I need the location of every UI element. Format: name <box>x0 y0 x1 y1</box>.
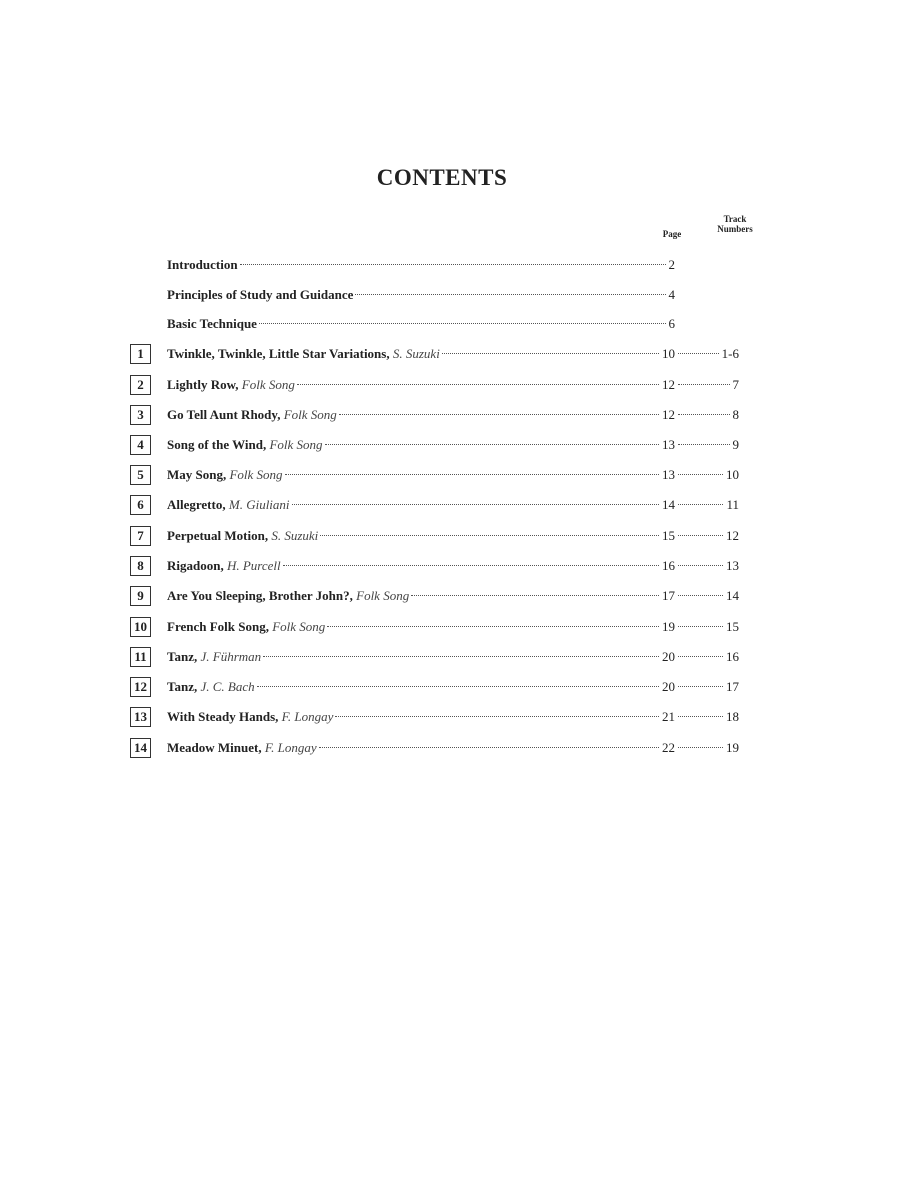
piece-composer: M. Giuliani <box>228 497 290 512</box>
piece-title: Lightly Row, <box>167 377 239 392</box>
dot-leader <box>335 716 659 717</box>
dot-leader <box>292 504 659 505</box>
toc-entry <box>167 707 675 727</box>
track-number: 15 <box>726 619 739 634</box>
dot-leader <box>263 656 659 657</box>
entry-page: 15 <box>662 528 675 543</box>
dot-leader <box>355 294 665 295</box>
entry-page: 19 <box>662 619 675 634</box>
entry-page: 12 <box>662 407 675 422</box>
page-title: CONTENTS <box>376 165 508 190</box>
piece-title: Tanz, <box>167 649 198 664</box>
piece-composer: F. Longay <box>281 709 334 724</box>
dot-leader <box>678 535 723 536</box>
track-number: 10 <box>726 467 739 482</box>
dot-leader <box>442 353 659 354</box>
toc-row-piece[interactable] <box>0 707 900 729</box>
dot-leader <box>257 686 659 687</box>
entry-page: 22 <box>662 740 675 755</box>
toc-row-piece[interactable] <box>0 465 900 487</box>
toc-row-piece[interactable] <box>0 435 900 457</box>
piece-composer: Folk Song <box>269 437 323 452</box>
toc-row-piece[interactable] <box>0 556 900 578</box>
track-number: 11 <box>726 497 739 512</box>
track-cell <box>675 465 739 485</box>
track-number: 18 <box>726 709 739 724</box>
track-number: 17 <box>726 679 739 694</box>
track-cell <box>675 495 739 515</box>
toc-entry <box>167 285 675 305</box>
piece-title: With Steady Hands, <box>167 709 279 724</box>
entry-page: 21 <box>662 709 675 724</box>
dot-leader <box>678 686 723 687</box>
track-cell <box>675 556 739 576</box>
dot-leader <box>678 384 730 385</box>
page-column-header: Page <box>662 229 682 239</box>
dot-leader <box>283 565 659 566</box>
track-cell <box>675 738 739 758</box>
track-number: 8 <box>732 407 739 422</box>
track-number: 19 <box>726 740 739 755</box>
entry-page: 13 <box>662 467 675 482</box>
toc-entry <box>167 344 675 364</box>
piece-number-box: 9 <box>130 586 151 606</box>
toc-row-piece[interactable] <box>0 344 900 366</box>
entry-page: 14 <box>662 497 675 512</box>
piece-composer: Folk Song <box>356 588 410 603</box>
toc-entry <box>167 435 675 455</box>
toc-entry <box>167 738 675 758</box>
track-cell <box>675 586 739 606</box>
track-number: 1-6 <box>721 346 739 361</box>
track-number: 12 <box>726 528 739 543</box>
piece-composer: Folk Song <box>229 467 283 482</box>
piece-number-box: 6 <box>130 495 151 515</box>
piece-composer: J. Führman <box>200 649 262 664</box>
toc-row-piece[interactable] <box>0 647 900 669</box>
dot-leader <box>678 504 723 505</box>
piece-composer: S. Suzuki <box>392 346 440 361</box>
dot-leader <box>240 264 666 265</box>
dot-leader <box>678 444 730 445</box>
track-cell <box>675 647 739 667</box>
piece-number-box: 7 <box>130 526 151 546</box>
toc-row-piece[interactable] <box>0 495 900 517</box>
toc-row-front[interactable] <box>0 285 900 307</box>
entry-page: 16 <box>662 558 675 573</box>
entry-page: 12 <box>662 377 675 392</box>
dot-leader <box>339 414 659 415</box>
track-header-line1: Track <box>723 214 747 224</box>
entry-page: 13 <box>662 437 675 452</box>
piece-title: Allegretto, <box>167 497 226 512</box>
dot-leader <box>678 656 723 657</box>
track-cell <box>675 405 739 425</box>
piece-number-box: 10 <box>130 617 151 637</box>
track-numbers-column-header <box>710 214 760 234</box>
toc-entry <box>167 647 675 667</box>
toc-entry <box>167 495 675 515</box>
dot-leader <box>320 535 659 536</box>
piece-composer: Folk Song <box>241 377 295 392</box>
piece-composer: Folk Song <box>283 407 337 422</box>
track-cell <box>675 375 739 395</box>
dot-leader <box>319 747 659 748</box>
piece-title: Rigadoon, <box>167 558 224 573</box>
toc-entry <box>167 526 675 546</box>
piece-composer: S. Suzuki <box>271 528 319 543</box>
track-cell <box>675 344 739 364</box>
piece-composer: Folk Song <box>272 619 326 634</box>
entry-page: 6 <box>668 316 675 331</box>
piece-number-box: 14 <box>130 738 151 758</box>
toc-row-piece[interactable] <box>0 375 900 397</box>
toc-row-piece[interactable] <box>0 586 900 608</box>
dot-leader <box>678 626 723 627</box>
dot-leader <box>678 414 730 415</box>
toc-entry <box>167 617 675 637</box>
track-cell <box>675 435 739 455</box>
entry-page: 2 <box>668 257 675 272</box>
toc-row-front[interactable] <box>0 255 900 277</box>
piece-composer: F. Longay <box>264 740 317 755</box>
entry-title: Principles of Study and Guidance <box>167 287 354 302</box>
piece-number-box: 11 <box>130 647 151 667</box>
dot-leader <box>259 323 666 324</box>
dot-leader <box>297 384 659 385</box>
entry-title: Basic Technique <box>167 316 257 331</box>
dot-leader <box>678 353 719 354</box>
toc-row-piece[interactable] <box>0 526 900 548</box>
toc-entry <box>167 405 675 425</box>
toc-entry <box>167 314 675 334</box>
toc-entry <box>167 375 675 395</box>
dot-leader <box>678 565 723 566</box>
toc-row-piece[interactable] <box>0 617 900 639</box>
dot-leader <box>327 626 659 627</box>
track-cell <box>675 617 739 637</box>
entry-page: 20 <box>662 649 675 664</box>
toc-entry <box>167 677 675 697</box>
track-header-line2: Numbers <box>717 224 753 234</box>
piece-title: French Folk Song, <box>167 619 269 634</box>
track-number: 14 <box>726 588 739 603</box>
dot-leader <box>285 474 659 475</box>
piece-title: Tanz, <box>167 679 198 694</box>
dot-leader <box>411 595 659 596</box>
piece-number-box: 4 <box>130 435 151 455</box>
piece-title: Go Tell Aunt Rhody, <box>167 407 281 422</box>
entry-page: 20 <box>662 679 675 694</box>
dot-leader <box>325 444 659 445</box>
dot-leader <box>678 716 723 717</box>
entry-page: 4 <box>668 287 675 302</box>
piece-title: Are You Sleeping, Brother John?, <box>167 588 353 603</box>
piece-composer: H. Purcell <box>226 558 281 573</box>
track-cell <box>675 677 739 697</box>
track-number: 13 <box>726 558 739 573</box>
toc-entry <box>167 556 675 576</box>
dot-leader <box>678 595 723 596</box>
piece-title: Song of the Wind, <box>167 437 267 452</box>
entry-page: 17 <box>662 588 675 603</box>
piece-title: Meadow Minuet, <box>167 740 262 755</box>
dot-leader <box>678 474 723 475</box>
piece-number-box: 12 <box>130 677 151 697</box>
toc-row-piece[interactable] <box>0 677 900 699</box>
piece-number-box: 8 <box>130 556 151 576</box>
dot-leader <box>678 747 723 748</box>
track-number: 7 <box>732 377 739 392</box>
toc-entry <box>167 465 675 485</box>
track-cell <box>675 707 739 727</box>
piece-number-box: 13 <box>130 707 151 727</box>
piece-title: Perpetual Motion, <box>167 528 269 543</box>
piece-title: May Song, <box>167 467 227 482</box>
piece-number-box: 2 <box>130 375 151 395</box>
piece-number-box: 3 <box>130 405 151 425</box>
piece-number-box: 1 <box>130 344 151 364</box>
toc-row-piece[interactable] <box>0 405 900 427</box>
entry-page: 10 <box>662 346 675 361</box>
track-number: 9 <box>732 437 739 452</box>
track-number: 16 <box>726 649 739 664</box>
piece-number-box: 5 <box>130 465 151 485</box>
toc-entry <box>167 586 675 606</box>
entry-title: Introduction <box>167 257 238 272</box>
piece-composer: J. C. Bach <box>200 679 255 694</box>
track-cell <box>675 526 739 546</box>
piece-title: Twinkle, Twinkle, Little Star Variations, <box>167 346 390 361</box>
toc-entry <box>167 255 675 275</box>
toc-row-piece[interactable] <box>0 738 900 760</box>
toc-row-front[interactable] <box>0 314 900 336</box>
